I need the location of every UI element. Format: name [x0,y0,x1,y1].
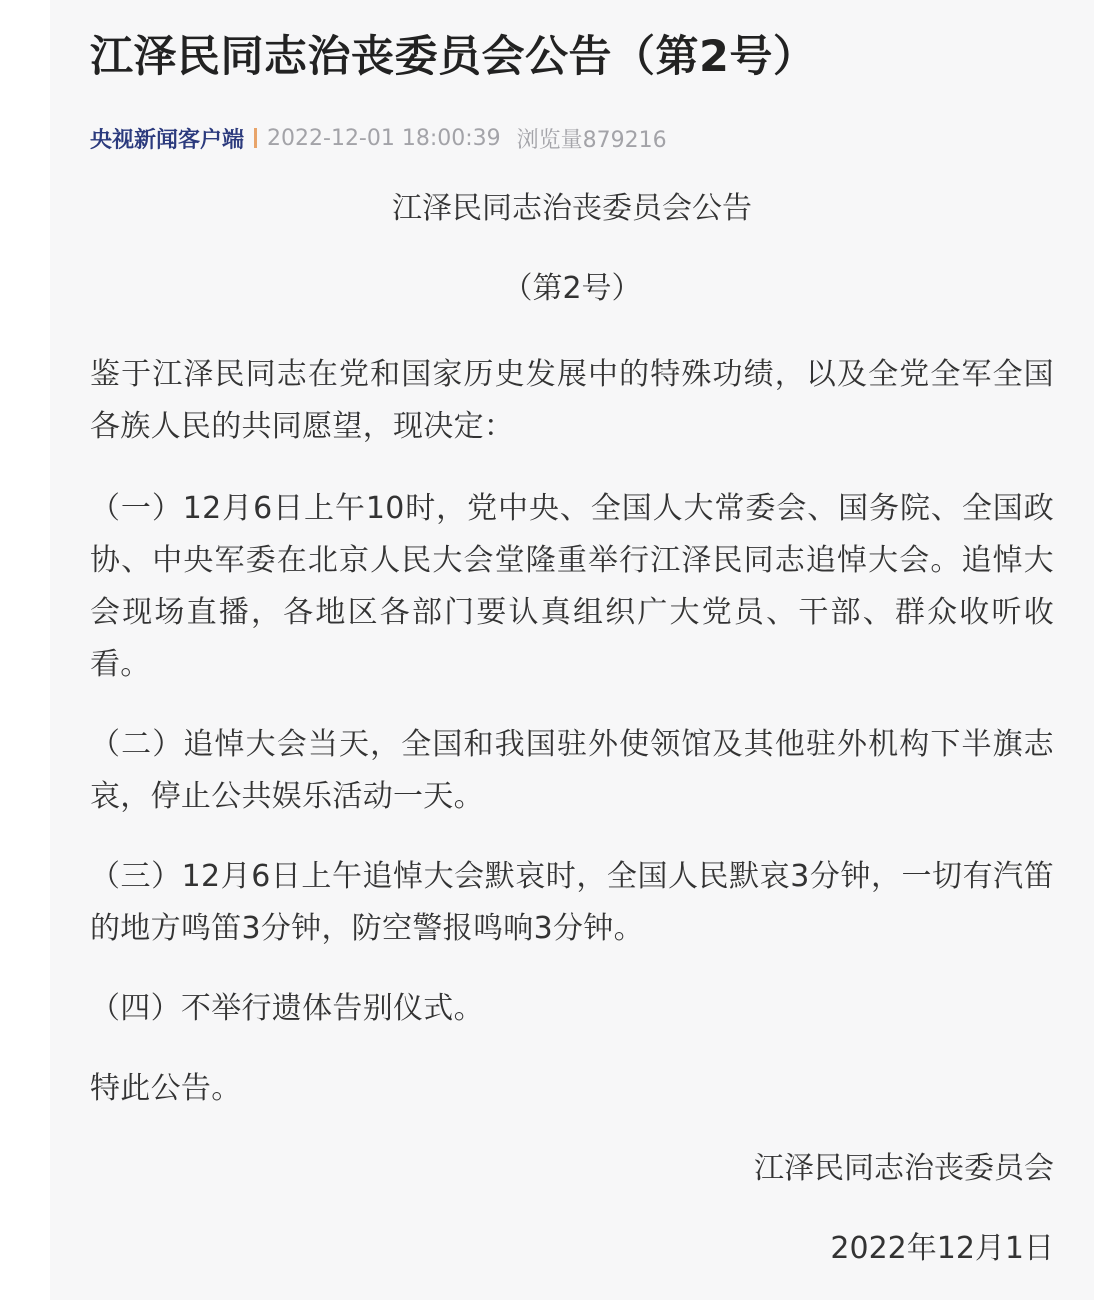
paragraph-item-4: （四）不举行遗体告别仪式。 [90,991,484,1026]
view-count: 浏览量879216 [516,127,667,153]
paragraph-item-2: （二）追悼大会当天，全国和我国驻外使领馆及其他驻外机构下半旗志哀，停止公共娱乐活动一天。 [90,727,1054,814]
paragraph-item-3: （三）12月6日上午追悼大会默哀时，全国人民默哀3分钟，一切有汽笛的地方鸣笛3分钟，防空警报鸣响3分钟。 [90,859,1054,946]
article-content [90,0,1054,1275]
article-meta [90,123,1054,153]
publish-time: 2022-12-01 18:00:39 [267,125,501,151]
document-number: （第2号） [502,271,642,306]
meta-separator [254,128,257,148]
paragraph-item-1: （一）12月6日上午10时，党中央、全国人大常委会、国务院、全国政协、中央军委在北京人民大会堂隆重举行江泽民同志追悼大会。追悼大会现场直播，各地区各部门要认真组织广大党员、干部、群众收听收看。 [90,491,1054,682]
paragraph-closing: 特此公告。 [90,1071,242,1106]
article-source[interactable]: 央视新闻客户端 [90,127,245,153]
document-heading: 江泽民同志治丧委员会公告 [392,191,752,226]
signature-organization: 江泽民同志治丧委员会 [754,1151,1054,1186]
article-title: 江泽民同志治丧委员会公告（第2号） [90,32,817,82]
paragraph-intro: 鉴于江泽民同志在党和国家历史发展中的特殊功绩，以及全党全军全国各族人民的共同愿望，现决定： [90,357,1054,444]
article-page [50,0,1094,1300]
signature-date: 2022年12月1日 [830,1231,1054,1266]
